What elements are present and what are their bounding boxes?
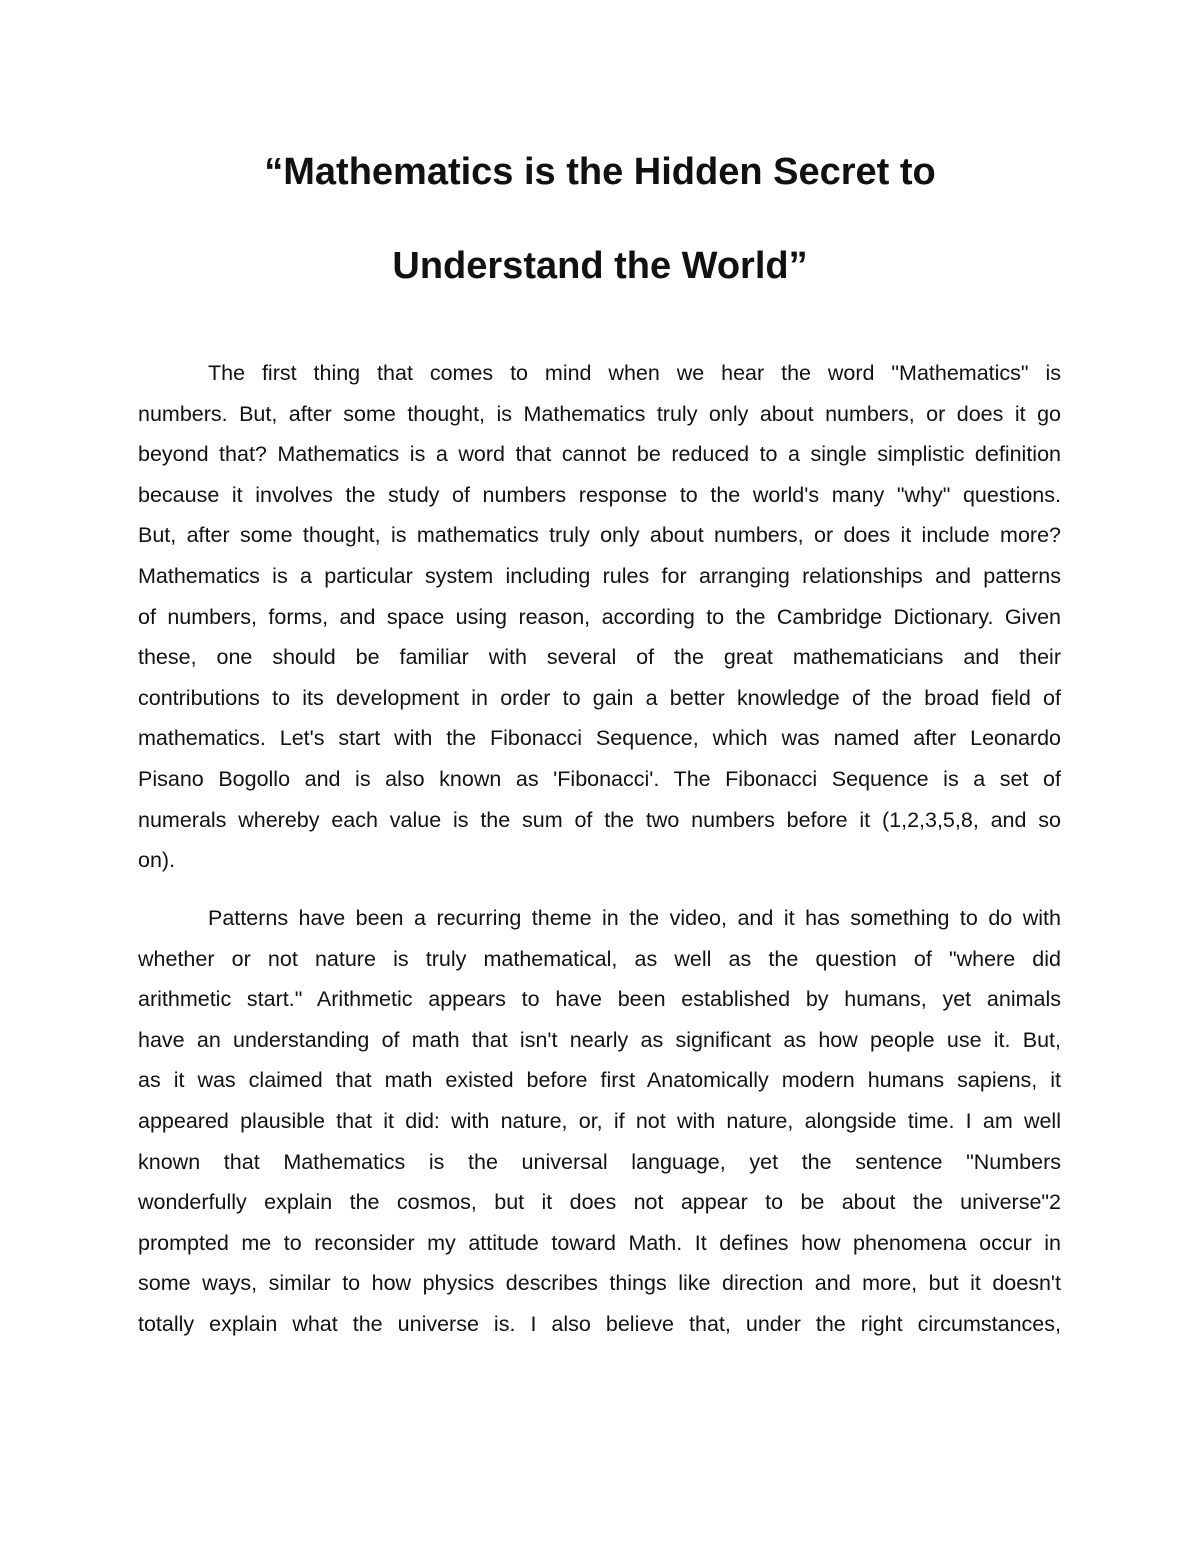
paragraph-line: on). [138, 848, 176, 873]
paragraph-line: The first thing that comes to mind when we hear the word "Mathematics" is [208, 361, 1061, 385]
paragraph-line: Mathematics is a particular system including rules for arranging relationships and patterns [138, 563, 1061, 588]
paragraph-line: appeared plausible that it did: with nature, or, if not with nature, alongside time. I am well [138, 1108, 1061, 1133]
paragraph-line: Patterns have been a recurring theme in the video, and it has something to do with [208, 906, 1061, 930]
paragraph-line: beyond that? Mathematics is a word that cannot be reduced to a single simplistic definition [138, 442, 1061, 467]
paragraph-line: because it involves the study of numbers response to the world's many "why" questions. [138, 482, 1061, 507]
document-title-line-1: “Mathematics is the Hidden Secret to [264, 151, 936, 193]
paragraph-line: Pisano Bogollo and is also known as 'Fibonacci'. The Fibonacci Sequence is a set of [138, 766, 1061, 791]
paragraph-1 [138, 353, 1061, 881]
paragraph-line: arithmetic start." Arithmetic appears to have been established by humans, yet animals [138, 987, 1061, 1012]
paragraph-line: of numbers, forms, and space using reason, according to the Cambridge Dictionary. Given [138, 604, 1061, 629]
paragraph-line: these, one should be familiar with several of the great mathematicians and their [138, 645, 1061, 670]
paragraph-line: numerals whereby each value is the sum of the two numbers before it (1,2,3,5,8, and so [138, 807, 1061, 832]
paragraph-line: numbers. But, after some thought, is Mathematics truly only about numbers, or does it go [138, 401, 1061, 426]
paragraph-line: known that Mathematics is the universal language, yet the sentence "Numbers [138, 1149, 1061, 1174]
paragraph-line: as it was claimed that math existed before first Anatomically modern humans sapiens, it [138, 1068, 1061, 1093]
paragraph-line: have an understanding of math that isn't nearly as significant as how people use it. But, [138, 1027, 1061, 1052]
paragraph-2 [138, 898, 1061, 1345]
paragraph-line: But, after some thought, is mathematics truly only about numbers, or does it include more? [138, 523, 1061, 548]
paragraph-line: totally explain what the universe is. I also believe that, under the right circumstances, [138, 1311, 1061, 1336]
paragraph-line: contributions to its development in order to gain a better knowledge of the broad field of [138, 685, 1061, 710]
paragraph-line: wonderfully explain the cosmos, but it does not appear to be about the universe"2 [138, 1190, 1061, 1215]
paragraph-line: whether or not nature is truly mathematical, as well as the question of "where did [138, 946, 1061, 971]
paragraph-line: mathematics. Let's start with the Fibonacci Sequence, which was named after Leonardo [138, 726, 1061, 751]
paragraph-line: prompted me to reconsider my attitude toward Math. It defines how phenomena occur in [138, 1230, 1061, 1255]
paragraph-line: some ways, similar to how physics describes things like direction and more, but it doesn't [138, 1271, 1061, 1296]
document-title-line-2: Understand the World” [392, 245, 808, 287]
